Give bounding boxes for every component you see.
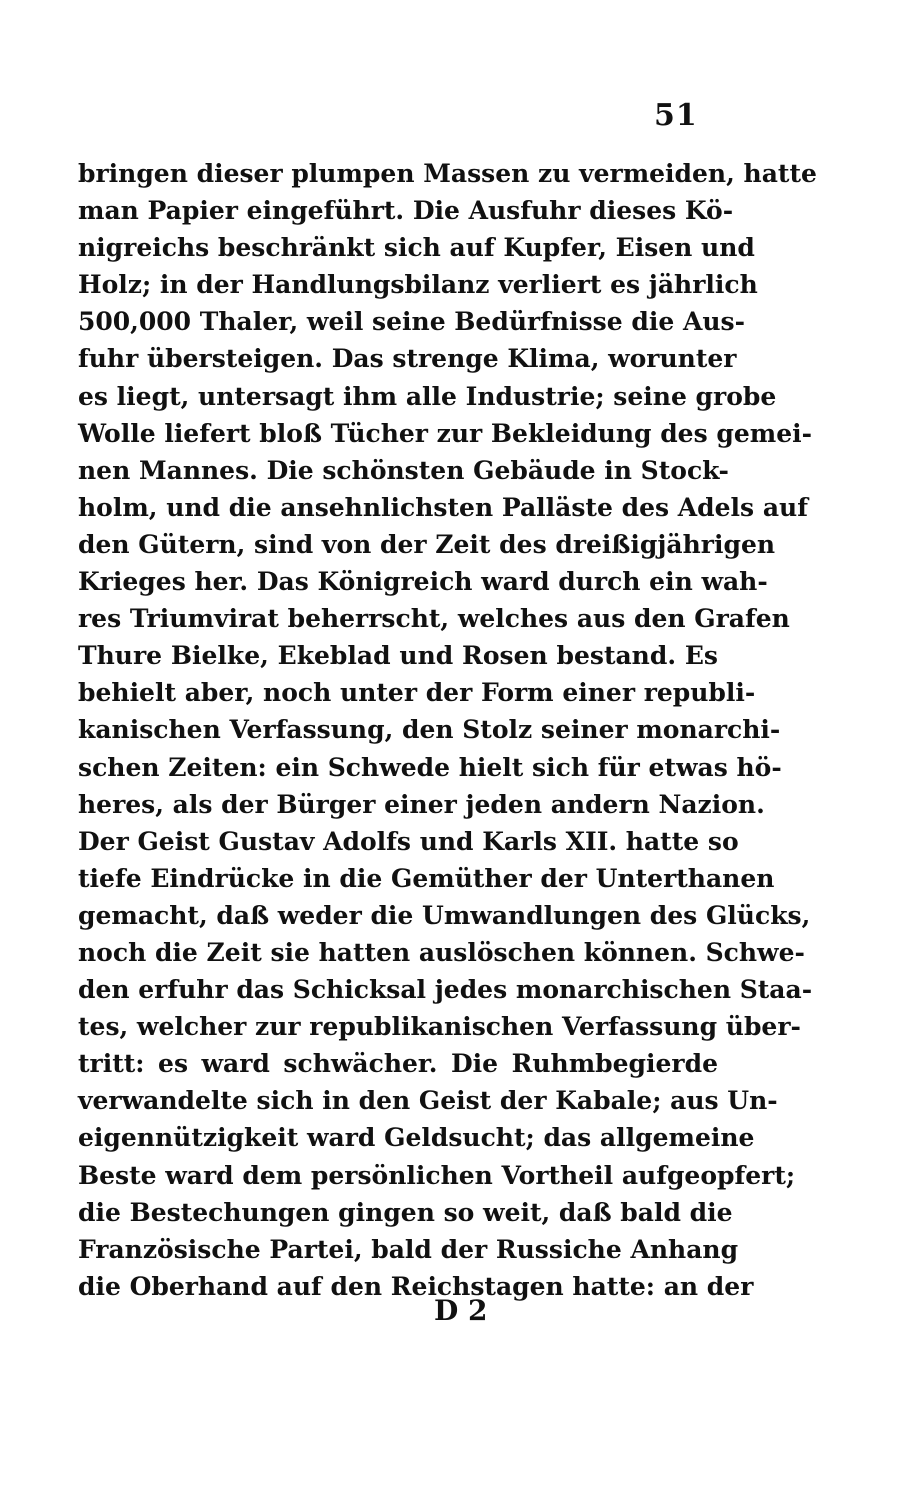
text-line: schen Zeiten: ein Schwede hielt sich für etwas hö-: [78, 752, 782, 782]
text-line: noch die Zeit sie hatten auslöschen können. Schwe-: [78, 937, 805, 967]
text-line: res Triumvirat beherrscht, welches aus den Grafen: [78, 604, 790, 634]
text-line: Der Geist Gustav Adolfs und Karls XII. hatte so: [78, 826, 739, 856]
body-text: [78, 155, 817, 1305]
text-line: die Bestechungen gingen so weit, daß bald die: [78, 1197, 733, 1227]
text-line: tiefe Eindrücke in die Gemüther der Unterthanen: [78, 863, 775, 893]
text-line: Französische Partei, bald der Russiche Anhang: [78, 1234, 739, 1264]
text-line: gemacht, daß weder die Umwandlungen des Glücks,: [78, 900, 811, 930]
text-line: es liegt, untersagt ihm alle Industrie; seine grobe: [78, 381, 777, 411]
page-number: 51: [654, 98, 698, 133]
text-line: bringen dieser plumpen Massen zu vermeiden, hatte: [78, 159, 817, 188]
text-line: holm, und die ansehnlichsten Palläste des Adels auf: [78, 492, 808, 522]
text-line: eigennützigkeit ward Geldsucht; das allgemeine: [78, 1123, 755, 1153]
text-line: 500,000 Thaler, weil seine Bedürfnisse die Aus-: [78, 307, 745, 337]
text-line: behielt aber, noch unter der Form einer republi-: [78, 678, 756, 708]
text-line: Wolle liefert bloß Tücher zur Bekleidung des gemei-: [78, 418, 812, 448]
text-line: den Gütern, sind von der Zeit des dreißigjährigen: [78, 529, 776, 559]
text-line: Thure Bielke, Ekeblad und Rosen bestand. Es: [78, 641, 718, 671]
text-line: man Papier eingeführt. Die Ausfuhr dieses Kö-: [78, 196, 734, 226]
text-line: verwandelte sich in den Geist der Kabale; aus Un-: [78, 1086, 778, 1116]
text-line: nigreichs beschränkt sich auf Kupfer, Eisen und: [78, 233, 755, 263]
text-line: den erfuhr das Schicksal jedes monarchischen Staa-: [78, 975, 813, 1005]
text-line: Beste ward dem persönlichen Vortheil aufgeopfert;: [78, 1160, 796, 1190]
text-line: Holz; in der Handlungsbilanz verliert es jährlich: [78, 270, 758, 300]
text-line: die Oberhand auf den Reichstagen hatte: an der: [78, 1271, 754, 1301]
text-line: fuhr übersteigen. Das strenge Klima, worunter: [78, 344, 737, 374]
text-line: kanischen Verfassung, den Stolz seiner monarchi-: [78, 715, 781, 745]
text-line: heres, als der Bürger einer jeden andern Nazion.: [78, 789, 765, 819]
text-line: Krieges her. Das Königreich ward durch ein wah-: [78, 567, 768, 597]
text-line: nen Mannes. Die schönsten Gebäude in Stock-: [78, 455, 729, 485]
text-line: tes, welcher zur republikanischen Verfassung über-: [78, 1012, 801, 1042]
text-line: tritt: es ward schwächer. Die Ruhmbegierde: [78, 1049, 718, 1079]
signature-mark: D 2: [434, 1294, 488, 1327]
